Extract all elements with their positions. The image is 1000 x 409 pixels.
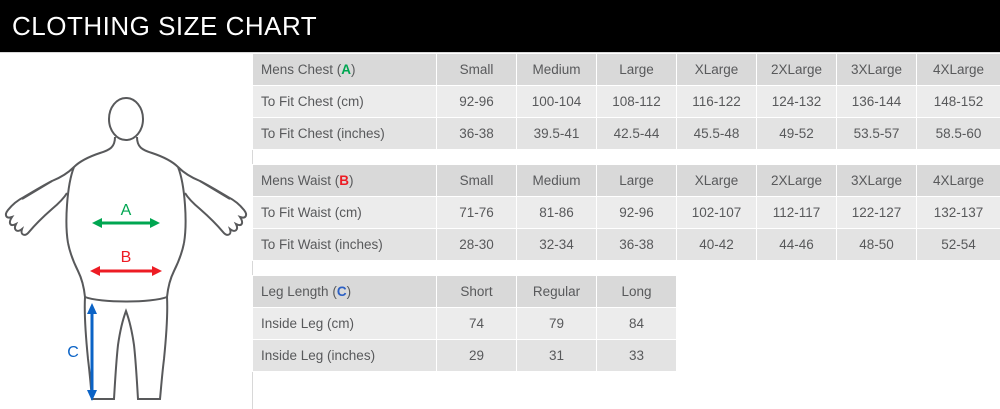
table-mens-waist: [252, 164, 1000, 261]
size-header: Long: [597, 276, 677, 308]
table-row: [253, 118, 1000, 150]
table-cell: 36-38: [597, 229, 677, 261]
table-cell: 48-50: [837, 229, 917, 261]
size-header: Medium: [517, 54, 597, 86]
size-tables: [252, 53, 1000, 409]
size-header: 2XLarge: [757, 54, 837, 86]
table-filler: [677, 308, 1000, 340]
size-header: 4XLarge: [917, 54, 1000, 86]
table-cell: 31: [517, 340, 597, 372]
table-cell: 39.5-41: [517, 118, 597, 150]
table-cell: 44-46: [757, 229, 837, 261]
table-spacer: [252, 261, 1000, 275]
waist-measure-arrow: [90, 249, 162, 276]
table-row: [253, 340, 1000, 372]
size-header: 4XLarge: [917, 165, 1000, 197]
size-header: Small: [437, 54, 517, 86]
page-title: CLOTHING SIZE CHART: [12, 10, 318, 41]
table-spacer: [252, 150, 1000, 164]
title-bar: [0, 0, 1000, 52]
table-cell: 116-122: [677, 86, 757, 118]
size-header: 3XLarge: [837, 165, 917, 197]
table-cell: 79: [517, 308, 597, 340]
table-cell: 108-112: [597, 86, 677, 118]
letter-a: A: [341, 62, 352, 77]
size-header: XLarge: [677, 54, 757, 86]
size-header: Large: [597, 165, 677, 197]
table-row: [253, 197, 1000, 229]
table-cell: 52-54: [917, 229, 1000, 261]
table-row: [253, 229, 1000, 261]
table-header-row: [253, 165, 1000, 197]
table-cell: 112-117: [757, 197, 837, 229]
table-cell: 100-104: [517, 86, 597, 118]
size-header: Small: [437, 165, 517, 197]
row-label: To Fit Waist (cm): [253, 197, 437, 229]
table-title-mens-waist: Mens Waist (B): [253, 165, 437, 197]
size-header: 3XLarge: [837, 54, 917, 86]
table-cell: 49-52: [757, 118, 837, 150]
table-cell: 45.5-48: [677, 118, 757, 150]
size-header: Short: [437, 276, 517, 308]
size-header: XLarge: [677, 165, 757, 197]
human-figure-diagram: [0, 53, 252, 409]
table-cell: 36-38: [437, 118, 517, 150]
table-row: [253, 308, 1000, 340]
figure-label-c: C: [67, 344, 79, 361]
table-cell: 132-137: [917, 197, 1000, 229]
table-cell: 81-86: [517, 197, 597, 229]
table-cell: 124-132: [757, 86, 837, 118]
size-header: Regular: [517, 276, 597, 308]
size-header: 2XLarge: [757, 165, 837, 197]
letter-b: B: [339, 173, 350, 188]
row-label: Inside Leg (cm): [253, 308, 437, 340]
table-cell: 32-34: [517, 229, 597, 261]
table-cell: 71-76: [437, 197, 517, 229]
table-cell: 33: [597, 340, 677, 372]
table-title-leg-length: Leg Length (C): [253, 276, 437, 308]
table-cell: 53.5-57: [837, 118, 917, 150]
table-title-mens-chest: Mens Chest (A): [253, 54, 437, 86]
row-label: To Fit Chest (inches): [253, 118, 437, 150]
table-cell: 102-107: [677, 197, 757, 229]
table-cell: 84: [597, 308, 677, 340]
table-cell: 40-42: [677, 229, 757, 261]
table-header-row: [253, 276, 1000, 308]
table-cell: 92-96: [437, 86, 517, 118]
table-cell: 122-127: [837, 197, 917, 229]
letter-c: C: [336, 284, 347, 299]
table-filler: [677, 340, 1000, 372]
inside-leg-measure-arrow: [67, 303, 97, 401]
table-cell: 58.5-60: [917, 118, 1000, 150]
table-cell: 28-30: [437, 229, 517, 261]
size-header: Large: [597, 54, 677, 86]
table-filler: [677, 276, 1000, 308]
body-figure-panel: [0, 53, 253, 409]
figure-label-b: B: [120, 249, 132, 266]
table-cell: 148-152: [917, 86, 1000, 118]
table-header-row: [253, 54, 1000, 86]
row-label: To Fit Waist (inches): [253, 229, 437, 261]
table-mens-chest: [252, 53, 1000, 150]
size-header: Medium: [517, 165, 597, 197]
table-row: [253, 86, 1000, 118]
row-label: To Fit Chest (cm): [253, 86, 437, 118]
table-cell: 92-96: [597, 197, 677, 229]
table-cell: 29: [437, 340, 517, 372]
figure-label-a: A: [120, 202, 132, 219]
row-label: Inside Leg (inches): [253, 340, 437, 372]
table-cell: 42.5-44: [597, 118, 677, 150]
table-cell: 74: [437, 308, 517, 340]
chest-measure-arrow: [92, 202, 160, 228]
chart-body: [0, 52, 1000, 409]
table-cell: 136-144: [837, 86, 917, 118]
table-leg-length: [252, 275, 1000, 372]
